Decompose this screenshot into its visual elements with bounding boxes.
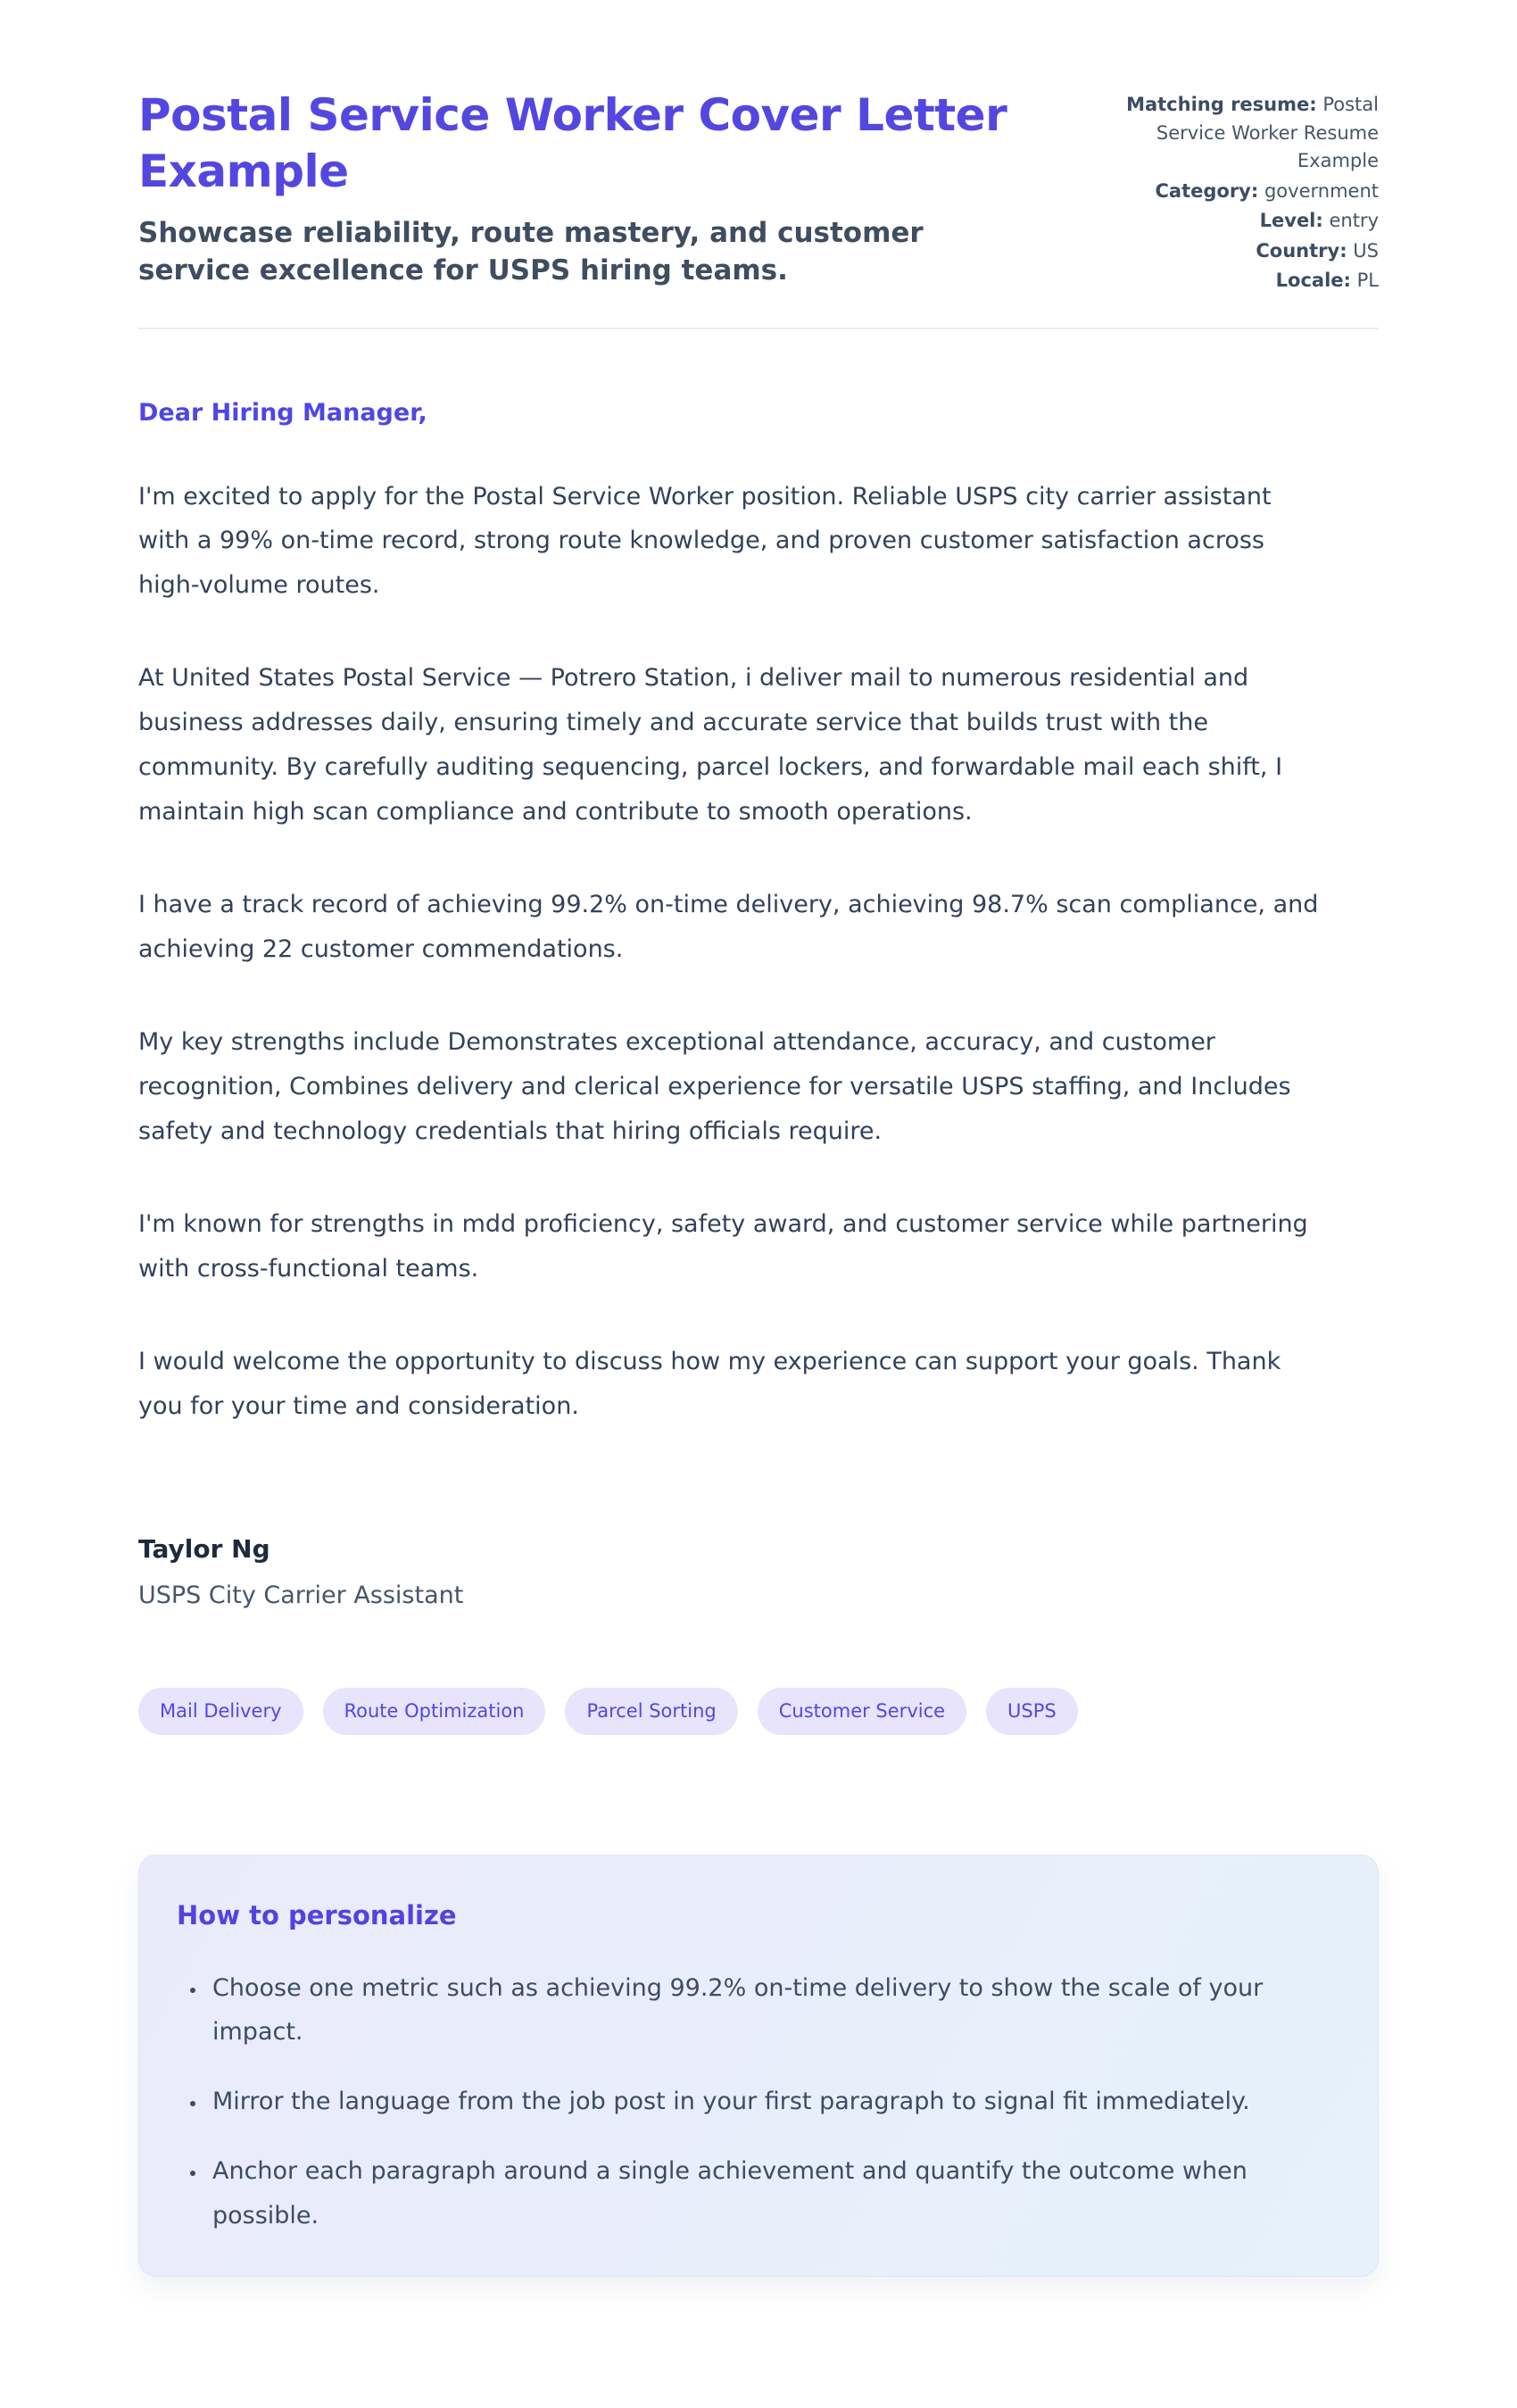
letter-paragraph: I have a track record of achieving 99.2% on-time delivery, achieving 98.7% scan compliance, and achieving 22 customer commendations. xyxy=(138,891,1319,963)
meta-country xyxy=(1093,237,1379,266)
letter-paragraph: At United States Postal Service — Potrero Station, i deliver mail to numerous residential and business addresses daily, ensuring timely and accurate service that builds trust with the community. By carefully auditing sequencing, parcel lockers, and forwardable mail each shift, I maintain high scan compliance and contribute to smooth operations. xyxy=(138,664,1283,826)
tag-customer-service[interactable]: Customer Service xyxy=(758,1688,966,1735)
salutation: Dear Hiring Manager, xyxy=(138,398,427,427)
meta-category xyxy=(1093,178,1379,206)
meta-value: PL xyxy=(1356,270,1379,291)
meta-level xyxy=(1093,207,1379,236)
header-title-block xyxy=(138,87,1013,289)
meta-matching-resume xyxy=(1093,91,1379,176)
meta-label: Category: xyxy=(1155,179,1259,202)
tip-item: • Choose one metric such as achieving 99.2% on-time delivery to show the scale of your impact. xyxy=(207,1966,1283,2055)
tips-title: How to personalize xyxy=(177,1899,457,1931)
letter-body xyxy=(138,399,1379,2278)
meta-value: government xyxy=(1264,179,1379,202)
signature-name: Taylor Ng xyxy=(138,1533,270,1564)
meta-label: Matching resume: xyxy=(1126,94,1317,115)
tag-mail-delivery[interactable]: Mail Delivery xyxy=(138,1688,303,1735)
meta-value: Postal Service Worker Resume Example xyxy=(1156,94,1379,171)
meta-label: Locale: xyxy=(1275,270,1351,291)
skill-tags xyxy=(138,1688,1379,1735)
tag-parcel-sorting[interactable]: Parcel Sorting xyxy=(565,1688,737,1735)
tip-item: • Mirror the language from the job post in your first paragraph to signal fit immediately. xyxy=(207,2080,1283,2124)
meta-value: entry xyxy=(1329,210,1379,231)
cover-letter-page xyxy=(138,0,1379,2277)
how-to-personalize-card xyxy=(138,1855,1379,2278)
letter-paragraph: I would welcome the opportunity to discuss how my experience can support your goals. Thank you for your time and consideration. xyxy=(138,1347,1281,1420)
meta-panel xyxy=(1093,91,1379,297)
meta-value: US xyxy=(1353,239,1379,262)
tip-item: • Anchor each paragraph around a single achievement and quantify the outcome when possible. xyxy=(207,2149,1283,2238)
letter-paragraph: My key strengths include Demonstrates exceptional attendance, accuracy, and customer recognition, Combines delivery and clerical experience for versatile USPS staffing, and Includes safety and technology credentials that hiring officials require. xyxy=(138,1027,1291,1145)
page-title: Postal Service Worker Cover Letter Example xyxy=(138,89,1007,197)
page-subtitle: Showcase reliability, route mastery, and customer service excellence for USPS hiring teams. xyxy=(138,217,924,287)
tag-route-optimization[interactable]: Route Optimization xyxy=(323,1688,546,1735)
meta-locale xyxy=(1093,267,1379,295)
letter-paragraph: I'm excited to apply for the Postal Service Worker position. Reliable USPS city carrier assistant with a 99% on-time record, strong route knowledge, and proven customer satisfaction across high-volume routes. xyxy=(138,482,1272,600)
tips-list xyxy=(177,1966,1326,2239)
letter-paragraph: I'm known for strengths in mdd proficiency, safety award, and customer service while partnering with cross-functional teams. xyxy=(138,1209,1308,1283)
tag-usps[interactable]: USPS xyxy=(986,1688,1078,1735)
header xyxy=(138,0,1379,329)
meta-label: Country: xyxy=(1256,239,1347,262)
meta-label: Level: xyxy=(1259,210,1323,231)
signature-role: USPS City Carrier Assistant xyxy=(138,1581,464,1609)
